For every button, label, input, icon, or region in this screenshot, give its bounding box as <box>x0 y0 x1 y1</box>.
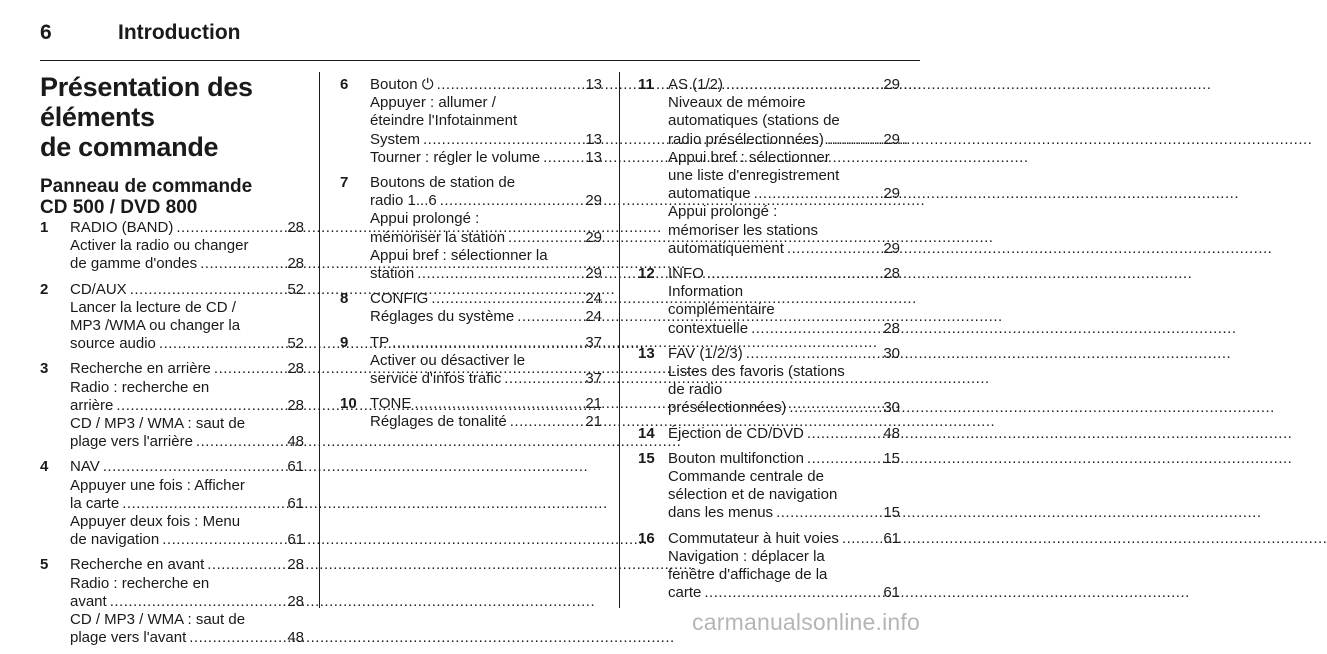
entry-line <box>668 566 900 584</box>
dot-leader <box>392 334 582 352</box>
dot-leader <box>510 413 583 431</box>
page-reference: 29 <box>585 265 602 283</box>
entry-line <box>668 185 900 203</box>
entry-text: CD/AUX <box>70 280 127 298</box>
page-header <box>40 18 240 48</box>
dot-leader <box>807 450 880 468</box>
index-entry <box>638 76 900 258</box>
page-reference: 28 <box>287 219 304 236</box>
dot-leader <box>423 131 582 149</box>
page-reference: 28 <box>287 360 304 378</box>
entry-line <box>668 468 900 486</box>
entry-body <box>668 345 900 418</box>
entry-line <box>70 477 304 495</box>
entry-text: Niveaux de mémoire <box>668 94 806 112</box>
index-entries-column-3 <box>638 76 900 602</box>
entry-line <box>70 335 304 353</box>
entry-text: automatiques (stations de <box>668 112 840 130</box>
page-reference: 61 <box>287 458 304 476</box>
dot-leader <box>842 530 880 548</box>
column-divider-1 <box>319 72 320 608</box>
page-reference: 13 <box>585 76 602 93</box>
entry-number: 10 <box>340 395 357 413</box>
page-reference: 15 <box>883 504 900 522</box>
entry-number: 11 <box>638 76 654 93</box>
entry-text: avant <box>70 592 107 610</box>
page-reference: 13 <box>585 148 602 166</box>
entry-text: Lancer la lecture de CD / <box>70 298 236 316</box>
dot-leader <box>754 185 881 203</box>
entry-text: présélectionnées) <box>668 399 787 417</box>
page-reference: 48 <box>287 433 304 451</box>
index-entry <box>40 360 304 451</box>
entry-line <box>370 210 602 228</box>
entry-number: 7 <box>340 174 349 192</box>
entry-line <box>370 352 602 370</box>
entry-line <box>70 360 304 378</box>
entry-line <box>668 222 900 240</box>
index-entries-column-1 <box>40 219 304 647</box>
dot-leader <box>122 495 284 513</box>
index-entry <box>638 450 900 523</box>
dot-leader <box>103 458 285 476</box>
dot-leader <box>746 345 881 363</box>
page-reference: 61 <box>883 529 900 547</box>
entry-line <box>668 381 900 399</box>
dot-leader <box>807 425 880 443</box>
entry-text: mémoriser la station <box>370 228 506 246</box>
entry-text: contextuelle <box>668 319 749 337</box>
entry-line <box>668 283 900 301</box>
dot-leader <box>776 504 880 522</box>
entry-text: de radio <box>668 381 723 399</box>
entry-text: Réglages de tonalité <box>370 413 507 431</box>
entry-text: automatiquement <box>668 239 784 257</box>
entry-text: Appui bref : sélectionner la <box>370 246 548 264</box>
entry-line <box>668 76 900 94</box>
entry-number: 15 <box>638 449 655 467</box>
entry-body <box>668 425 900 443</box>
entry-line <box>70 379 304 397</box>
entry-text: CONFIG <box>370 290 429 308</box>
page-reference: 21 <box>585 413 602 431</box>
dot-leader <box>159 335 284 353</box>
entry-text: Tourner : régler le volume <box>370 148 541 166</box>
watermark: carmanualsonline.info <box>692 609 920 635</box>
page-reference: 21 <box>585 395 602 413</box>
entry-number: 9 <box>340 333 349 351</box>
index-entry <box>40 219 304 274</box>
dot-leader <box>517 308 582 326</box>
index-entry <box>638 265 900 338</box>
entry-line <box>370 174 602 192</box>
entry-line <box>668 320 900 338</box>
entry-body <box>370 334 602 389</box>
dot-leader <box>207 556 284 574</box>
entry-text: FAV (1/2/3) <box>668 344 743 362</box>
entry-text: Éjection de CD/DVD <box>668 424 804 442</box>
page-reference: 28 <box>287 396 304 414</box>
entry-body <box>370 76 602 167</box>
page-reference: 13 <box>585 130 602 148</box>
dot-leader <box>827 131 880 149</box>
entry-text: MP3 /WMA ou changer la <box>70 317 241 335</box>
dot-leader <box>196 433 284 451</box>
dot-leader <box>162 531 284 549</box>
entry-text: AS (1/2) <box>668 76 724 93</box>
entry-text: Navigation : déplacer la <box>668 547 825 565</box>
page-reference: 28 <box>287 592 304 610</box>
entry-line <box>70 415 304 433</box>
subsection-title-line-1: Panneau de commande <box>40 176 253 197</box>
entry-line <box>668 399 900 417</box>
dot-leader <box>789 399 880 417</box>
header-rule <box>40 60 920 61</box>
entry-line <box>668 504 900 522</box>
page-reference: 29 <box>585 192 602 210</box>
entry-text: radio présélectionnées) <box>668 130 824 148</box>
section-title <box>40 72 304 162</box>
entry-text: TP <box>370 333 390 351</box>
entry-line <box>370 334 602 352</box>
subsection-title <box>40 176 304 218</box>
entry-text: NAV <box>70 458 100 476</box>
section-title-line-1: Présentation des éléments <box>40 72 253 132</box>
entry-body <box>70 458 304 549</box>
dot-leader <box>751 320 880 338</box>
entry-line <box>668 486 900 504</box>
entry-line <box>370 247 602 265</box>
entry-text: source audio <box>70 335 156 353</box>
page-reference: 28 <box>883 265 900 283</box>
entry-line <box>370 370 602 388</box>
entry-text: Bouton ⏻ <box>370 76 434 93</box>
entry-text: Commutateur à huit voies <box>668 529 839 547</box>
index-entries-column-2 <box>340 76 602 432</box>
entry-line <box>370 149 602 167</box>
dot-leader <box>504 370 582 388</box>
entry-number: 6 <box>340 76 349 93</box>
entry-number: 16 <box>638 529 655 547</box>
index-entry <box>638 530 900 603</box>
page-reference: 37 <box>585 333 602 351</box>
page-reference: 28 <box>287 255 304 273</box>
entry-body <box>668 530 900 603</box>
entry-body <box>70 360 304 451</box>
dot-leader <box>431 290 582 308</box>
column-2 <box>340 72 602 439</box>
index-entry <box>340 174 602 283</box>
entry-body <box>370 395 602 431</box>
entry-body <box>668 450 900 523</box>
entry-text: Recherche en arrière <box>70 360 211 378</box>
entry-text: sélection et de navigation <box>668 486 838 504</box>
page-reference: 61 <box>883 584 900 602</box>
entry-line <box>370 265 602 283</box>
entry-line <box>370 94 602 112</box>
entry-text: Activer la radio ou changer <box>70 237 249 255</box>
dot-leader <box>726 76 880 94</box>
page-reference: 37 <box>585 370 602 388</box>
chapter-title: Introduction <box>118 21 241 44</box>
dot-leader <box>130 281 285 299</box>
entry-line <box>668 167 900 185</box>
entry-number: 14 <box>638 424 655 442</box>
entry-line <box>370 76 602 94</box>
dot-leader <box>508 229 582 247</box>
dot-leader <box>200 255 284 273</box>
entry-line <box>70 629 304 647</box>
entry-line <box>70 433 304 451</box>
entry-text: Boutons de station de <box>370 174 516 192</box>
entry-line <box>370 413 602 431</box>
entry-line <box>370 112 602 130</box>
entry-line <box>668 112 900 130</box>
subsection-title-line-2: CD 500 / DVD 800 <box>40 197 198 218</box>
entry-line <box>370 395 602 413</box>
entry-body <box>668 76 900 258</box>
entry-number: 12 <box>638 265 655 283</box>
index-entry <box>638 425 900 443</box>
dot-leader <box>189 629 284 647</box>
entry-line <box>70 513 304 531</box>
entry-text: une liste d'enregistrement <box>668 167 840 185</box>
entry-number: 13 <box>638 344 655 362</box>
index-entry <box>340 76 602 167</box>
entry-line <box>668 363 900 381</box>
entry-text: Radio : recherche en <box>70 574 210 592</box>
entry-text: INFO <box>668 265 704 283</box>
entry-line <box>668 450 900 468</box>
entry-line <box>70 299 304 317</box>
page-reference: 29 <box>585 228 602 246</box>
entry-line <box>70 611 304 629</box>
entry-text: complémentaire <box>668 301 775 319</box>
page-reference: 24 <box>585 290 602 308</box>
page-reference: 61 <box>287 531 304 549</box>
page-number: 6 <box>40 21 52 44</box>
entry-line <box>370 308 602 326</box>
page-reference: 29 <box>883 76 900 93</box>
entry-number: 5 <box>40 556 49 574</box>
dot-leader <box>116 397 284 415</box>
dot-leader <box>417 265 582 283</box>
entry-line <box>70 593 304 611</box>
page-reference: 30 <box>883 399 900 417</box>
entry-text: automatique <box>668 185 751 203</box>
entry-text: CD / MP3 / WMA : saut de <box>70 611 246 629</box>
entry-line <box>70 255 304 273</box>
entry-line <box>370 131 602 149</box>
index-entry <box>40 458 304 549</box>
entry-text: System <box>370 130 421 148</box>
entry-line <box>70 317 304 335</box>
entry-text: service d'infos trafic <box>370 370 502 388</box>
entry-text: Activer ou désactiver le <box>370 351 526 369</box>
entry-text: arrière <box>70 396 114 414</box>
page-reference: 52 <box>287 335 304 353</box>
entry-text: Radio : recherche en <box>70 378 210 396</box>
entry-text: CD / MP3 / WMA : saut de <box>70 415 246 433</box>
entry-text: Bouton multifonction <box>668 449 804 467</box>
dot-leader <box>110 593 285 611</box>
entry-text: de gamme d'ondes <box>70 255 198 273</box>
entry-text: fenêtre d'affichage de la <box>668 566 828 584</box>
entry-text: éteindre l'Infotainment <box>370 112 518 130</box>
entry-line <box>70 281 304 299</box>
dot-leader <box>543 149 582 167</box>
entry-line <box>70 458 304 476</box>
entry-line <box>668 301 900 319</box>
index-entry <box>40 556 304 647</box>
entry-line <box>70 531 304 549</box>
entry-line <box>370 229 602 247</box>
entry-text: Appuyer une fois : Afficher <box>70 476 245 494</box>
page-reference: 24 <box>585 308 602 326</box>
entry-text: plage vers l'avant <box>70 629 187 647</box>
entry-body <box>70 219 304 274</box>
entry-number: 2 <box>40 280 49 298</box>
entry-line <box>668 131 900 149</box>
entry-number: 1 <box>40 219 49 236</box>
entry-text: la carte <box>70 494 120 512</box>
entry-body <box>668 265 900 338</box>
entry-text: plage vers l'arrière <box>70 433 193 451</box>
entry-text: Appuyer deux fois : Menu <box>70 513 241 531</box>
index-entry <box>340 395 602 431</box>
page-reference: 61 <box>287 494 304 512</box>
entry-line <box>668 94 900 112</box>
column-divider-2 <box>619 72 620 608</box>
dot-leader <box>704 584 880 602</box>
entry-text: de navigation <box>70 531 160 549</box>
entry-line <box>668 265 900 283</box>
entry-line <box>668 584 900 602</box>
entry-text: Appuyer : allumer / <box>370 94 496 112</box>
entry-line <box>70 556 304 574</box>
entry-line <box>668 149 900 167</box>
entry-line <box>668 345 900 363</box>
dot-leader <box>214 360 284 378</box>
entry-line <box>70 237 304 255</box>
entry-text: radio 1...6 <box>370 192 437 210</box>
entry-number: 3 <box>40 360 49 378</box>
entry-text: RADIO (BAND) <box>70 219 174 236</box>
entry-text: TONE <box>370 395 412 413</box>
index-entry <box>340 290 602 326</box>
entry-line <box>70 397 304 415</box>
entry-line <box>668 203 900 221</box>
entry-body <box>70 281 304 354</box>
entry-text: Information <box>668 283 744 301</box>
page-reference: 30 <box>883 344 900 362</box>
entry-text: Recherche en avant <box>70 556 205 574</box>
page-reference: 29 <box>883 185 900 203</box>
entry-line <box>70 219 304 237</box>
entry-line <box>370 192 602 210</box>
entry-line <box>70 575 304 593</box>
page-reference: 28 <box>287 556 304 574</box>
entry-text: Listes des favoris (stations <box>668 363 845 381</box>
page-reference: 29 <box>883 130 900 148</box>
entry-line <box>668 548 900 566</box>
page-reference: 29 <box>883 239 900 257</box>
section-title-line-2: de commande <box>40 132 219 162</box>
dot-leader <box>176 219 284 237</box>
page-reference: 48 <box>883 424 900 442</box>
entry-text: Appui prolongé : <box>668 203 778 221</box>
entry-text: Réglages du système <box>370 308 515 326</box>
entry-text: mémoriser les stations <box>668 221 819 239</box>
column-3 <box>638 72 900 609</box>
dot-leader <box>707 265 880 283</box>
dot-leader <box>440 192 583 210</box>
entry-text: station <box>370 265 415 283</box>
entry-number: 4 <box>40 458 49 476</box>
dot-leader <box>414 395 582 413</box>
entry-line <box>668 425 900 443</box>
dot-leader <box>437 76 583 94</box>
index-entry <box>340 334 602 389</box>
dot-leader <box>787 240 880 258</box>
entry-body <box>70 556 304 647</box>
entry-line <box>668 240 900 258</box>
page-reference: 28 <box>883 319 900 337</box>
page-reference: 15 <box>883 449 900 467</box>
entry-text: carte <box>668 584 702 602</box>
entry-text: Appui prolongé : <box>370 210 480 228</box>
entry-line <box>370 290 602 308</box>
entry-text: Appui bref : sélectionner <box>668 148 830 166</box>
page-reference: 52 <box>287 280 304 298</box>
index-entry <box>40 281 304 354</box>
entry-text: Commande centrale de <box>668 468 824 486</box>
entry-body <box>370 290 602 326</box>
column-1 <box>40 72 304 654</box>
page-reference: 48 <box>287 629 304 647</box>
entry-number: 8 <box>340 290 349 308</box>
entry-text: dans les menus <box>668 504 774 522</box>
entry-line <box>70 495 304 513</box>
entry-line <box>668 530 900 548</box>
index-entry <box>638 345 900 418</box>
entry-body <box>370 174 602 283</box>
